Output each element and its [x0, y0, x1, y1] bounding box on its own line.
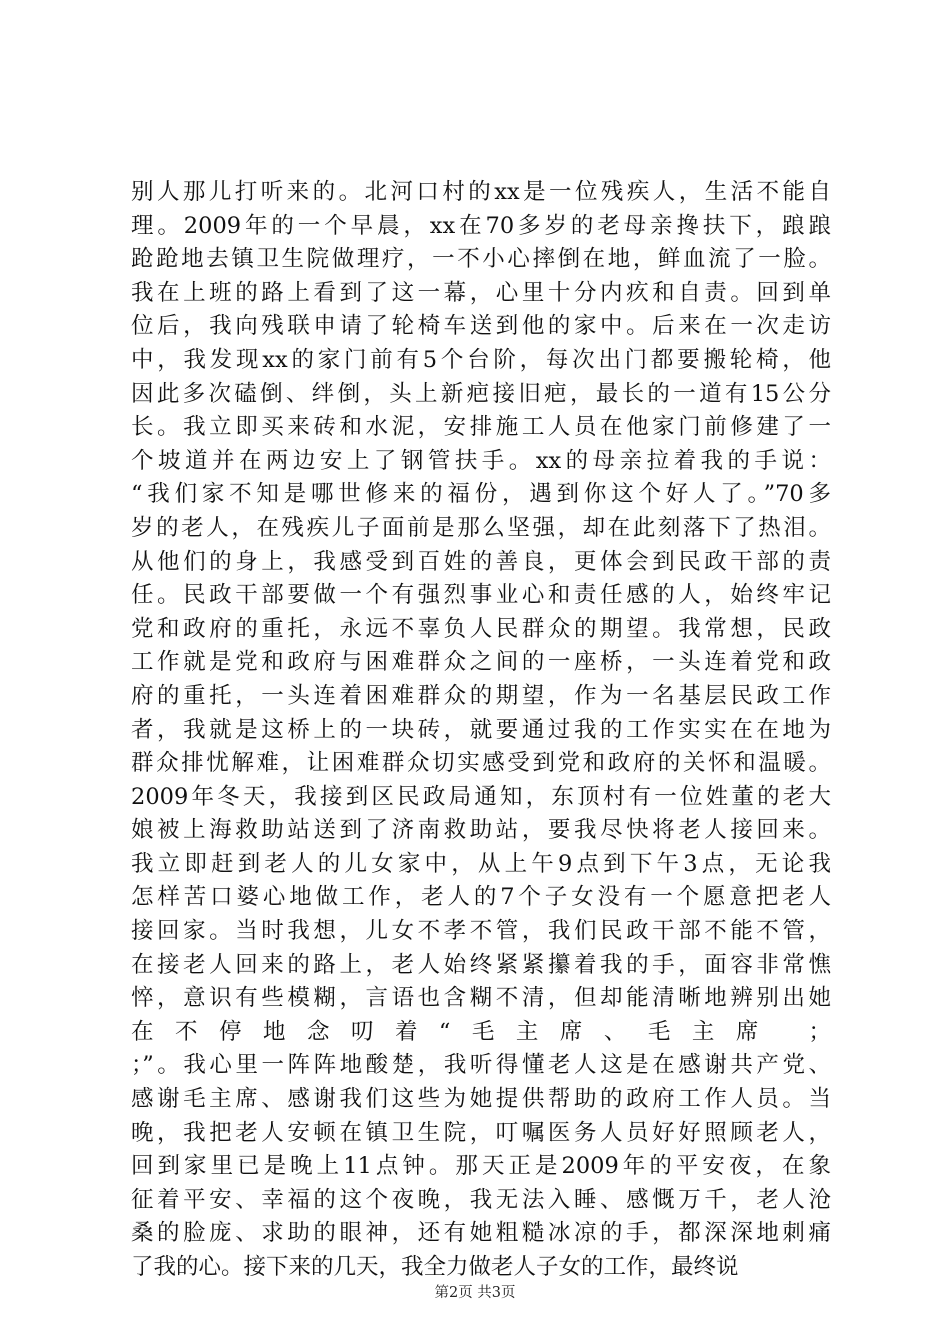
text-line: 岁的老人，在残疾儿子面前是那么坚强，却在此刻落下了热泪。 — [131, 514, 831, 541]
text-line: 个坡道并在两边安上了钢管扶手。xx的母亲拉着我的手说： — [131, 447, 831, 474]
text-line: 回到家里已是晚上11点钟。那天正是2009年的平安夜，在象 — [131, 1153, 831, 1180]
text-line: 征着平安、幸福的这个夜晚，我无法入睡、感慨万千，老人沧 — [131, 1186, 831, 1213]
text-line: 党和政府的重托，永远不辜负人民群众的期望。我常想，民政 — [131, 615, 831, 642]
text-line: 2009年冬天，我接到区民政局通知，东顶村有一位姓董的老大 — [131, 783, 831, 810]
text-line: 中，我发现xx的家门前有5个台阶，每次出门都要搬轮椅，他 — [131, 346, 831, 373]
text-line: 群众排忧解难，让困难群众切实感受到党和政府的关怀和温暖。 — [131, 750, 831, 777]
text-line: 在接老人回来的路上，老人始终紧紧攥着我的手，面容非常憔 — [131, 951, 831, 978]
text-line: 跄跄地去镇卫生院做理疗，一不小心摔倒在地，鲜血流了一脸。 — [131, 246, 831, 273]
body-text — [131, 176, 831, 1285]
text-line: 悴，意识有些模糊，言语也含糊不清，但却能清晰地辨别出她 — [131, 985, 831, 1012]
text-line: 感谢毛主席、感谢我们这些为她提供帮助的政府工作人员。当 — [131, 1086, 831, 1113]
text-line: 晚，我把老人安顿在镇卫生院，叮嘱医务人员好好照顾老人， — [131, 1119, 831, 1146]
text-line: 因此多次磕倒、绊倒，头上新疤接旧疤，最长的一道有15公分 — [131, 380, 831, 407]
text-line: 别人那儿打听来的。北河口村的xx是一位残疾人，生活不能自 — [131, 179, 831, 205]
text-line: ；”。我心里一阵阵地酸楚，我听得懂老人这是在感谢共产党、 — [131, 1052, 831, 1079]
text-line: “我们家不知是哪世修来的福份，遇到你这个好人了。”70多 — [131, 481, 831, 508]
text-line: 怎样苦口婆心地做工作，老人的7个子女没有一个愿意把老人 — [131, 884, 831, 911]
text-line: 我立即赶到老人的儿女家中，从上午9点到下午3点，无论我 — [131, 850, 831, 877]
text-line: 在不停地念叨着“毛主席、毛主席 ； — [131, 1018, 831, 1045]
text-line: 者，我就是这桥上的一块砖，就要通过我的工作实实在在地为 — [131, 716, 831, 743]
text-line: 我在上班的路上看到了这一幕，心里十分内疚和自责。回到单 — [131, 279, 831, 306]
text-line: 任。民政干部要做一个有强烈事业心和责任感的人，始终牢记 — [131, 582, 831, 609]
text-line: 长。我立即买来砖和水泥，安排施工人员在他家门前修建了一 — [131, 414, 831, 441]
text-line: 桑的脸庞、求助的眼神，还有她粗糙冰凉的手，都深深地刺痛 — [131, 1220, 831, 1247]
text-line: 工作就是党和政府与困难群众之间的一座桥，一头连着党和政 — [131, 649, 831, 676]
text-line: 了我的心。接下来的几天，我全力做老人子女的工作，最终说 — [131, 1254, 739, 1280]
text-line: 理。2009年的一个早晨，xx在70多岁的老母亲搀扶下，踉踉 — [131, 212, 831, 239]
text-line: 从他们的身上，我感受到百姓的善良，更体会到民政干部的责 — [131, 548, 831, 575]
text-line: 接回家。当时我想，儿女不孝不管，我们民政干部不能不管， — [131, 918, 831, 945]
text-line: 娘被上海救助站送到了济南救助站，要我尽快将老人接回来。 — [131, 817, 831, 844]
text-line: 府的重托，一头连着困难群众的期望，作为一名基层民政工作 — [131, 682, 831, 709]
text-line: 位后，我向残联申请了轮椅车送到他的家中。后来在一次走访 — [131, 313, 831, 340]
page-footer: 第2页 共3页 — [434, 1285, 516, 1301]
